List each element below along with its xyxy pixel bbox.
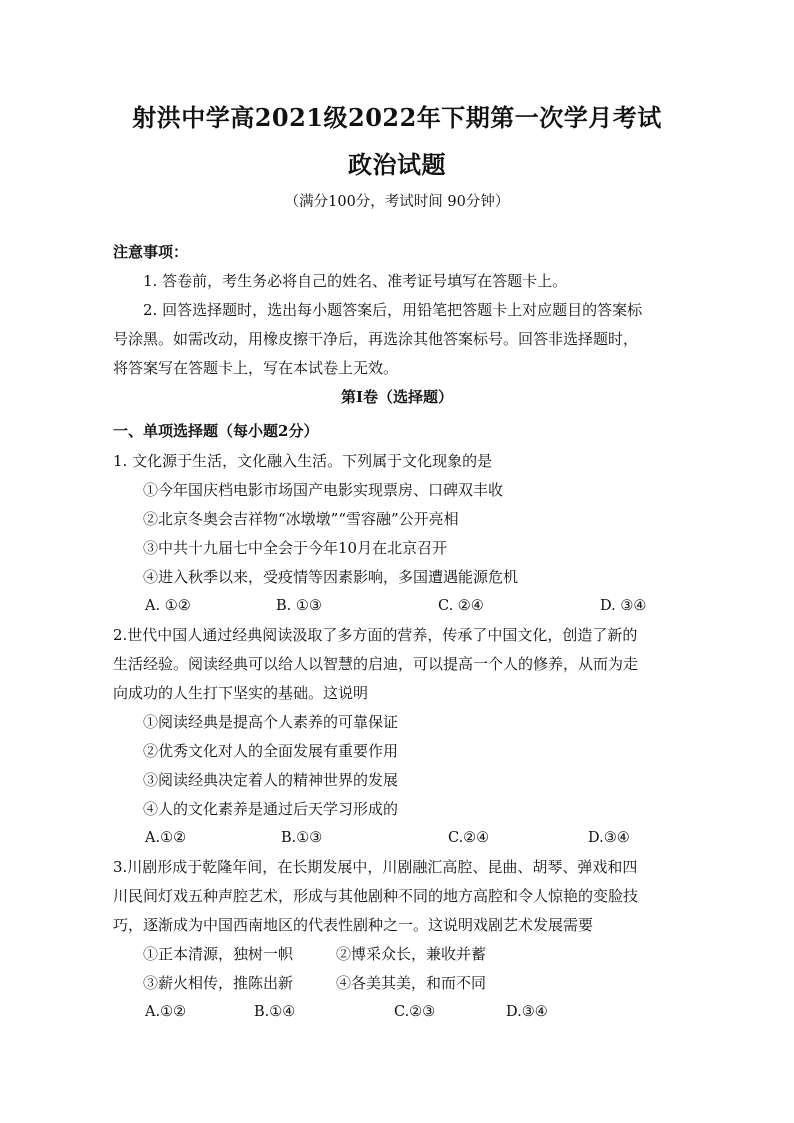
notes-heading: 注意事项： <box>113 243 189 261</box>
q2-option-d: D.③④ <box>588 830 630 846</box>
note-1: 1. 答卷前，考生务必将自己的姓名、准考证号填写在答题卡上。 <box>143 272 568 290</box>
q3-stem-line-1: 3.川剧形成于乾隆年间，在长期发展中，川剧融汇高腔、昆曲、胡琴、弹戏和四 <box>113 858 638 876</box>
q2-statement-2: ②优秀文化对人的全面发展有重要作用 <box>143 742 399 760</box>
q1-option-b: B. ①③ <box>276 598 322 614</box>
note-2-line-2: 号涂黑。如需改动，用橡皮擦干净后，再选涂其他答案标号。回答非选择题时， <box>113 330 639 348</box>
q2-option-a: A.①② <box>145 830 187 846</box>
q1-statement-3: ③中共十九届七中全会于今年10月在北京召开 <box>143 539 448 557</box>
q1-option-c: C. ②④ <box>438 598 484 614</box>
q3-option-d: D.③④ <box>506 1004 548 1020</box>
note-2-line-1: 2. 回答选择题时，选出每小题答案后，用铅笔把答题卡上对应题目的答案标 <box>143 301 643 319</box>
q2-statement-1: ①阅读经典是提高个人素养的可靠保证 <box>143 713 399 731</box>
part-heading: 第Ⅰ卷（选择题） <box>340 388 454 406</box>
q1-stem: 1. 文化源于生活，文化融入生活。下列属于文化现象的是 <box>113 452 493 470</box>
q2-option-b: B.①③ <box>281 830 323 846</box>
q3-stem-line-2: 川民间灯戏五种声腔艺术，形成与其他剧种不同的地方高腔和令人惊艳的变脸技 <box>113 887 639 905</box>
q3-option-a: A.①② <box>145 1004 187 1020</box>
q2-stem-line-1: 2.世代中国人通过经典阅读汲取了多方面的营养，传承了中国文化，创造了新的 <box>113 626 638 644</box>
q2-statement-3: ③阅读经典决定着人的精神世界的发展 <box>143 771 399 789</box>
q3-option-b: B.①④ <box>254 1004 296 1020</box>
q3-statement-3: ③薪火相传，推陈出新 <box>143 974 294 992</box>
q3-statement-4: ④各美其美，和而不同 <box>336 974 487 992</box>
q1-statement-1: ①今年国庆档电影市场国产电影实现票房、口碑双丰收 <box>143 481 504 499</box>
q2-option-c: C.②④ <box>448 830 490 846</box>
q1-statement-2: ②北京冬奥会吉祥物“冰墩墩”“雪容融”公开亮相 <box>143 510 459 528</box>
q2-stem-line-3: 向成功的人生打下坚实的基础。这说明 <box>113 684 369 702</box>
note-2-line-3: 将答案写在答题卡上，写在本试卷上无效。 <box>113 359 399 377</box>
q1-option-a: A. ①② <box>145 598 191 614</box>
exam-title: 射洪中学高2021级2022年下期第一次学月考试 <box>132 103 662 132</box>
q1-option-d: D. ③④ <box>600 598 647 614</box>
section-heading: 一、单项选择题（每小题2分） <box>113 422 319 440</box>
q2-stem-line-2: 生活经验。阅读经典可以给人以智慧的启迪，可以提高一个人的修养，从而为走 <box>113 655 639 673</box>
exam-subject: 政治试题 <box>348 150 446 179</box>
q3-option-c: C.②③ <box>394 1004 436 1020</box>
q1-statement-4: ④进入秋季以来，受疫情等因素影响，多国遭遇能源危机 <box>143 568 519 586</box>
exam-info: （满分100分，考试时间 90分钟） <box>284 194 510 210</box>
q3-statement-1: ①正本清源，独树一帜 <box>143 945 294 963</box>
q3-stem-line-3: 巧，逐渐成为中国西南地区的代表性剧种之一。这说明戏剧艺术发展需要 <box>113 916 594 934</box>
q2-statement-4: ④人的文化素养是通过后天学习形成的 <box>143 800 399 818</box>
q3-statement-2: ②博采众长，兼收并蓄 <box>336 945 487 963</box>
